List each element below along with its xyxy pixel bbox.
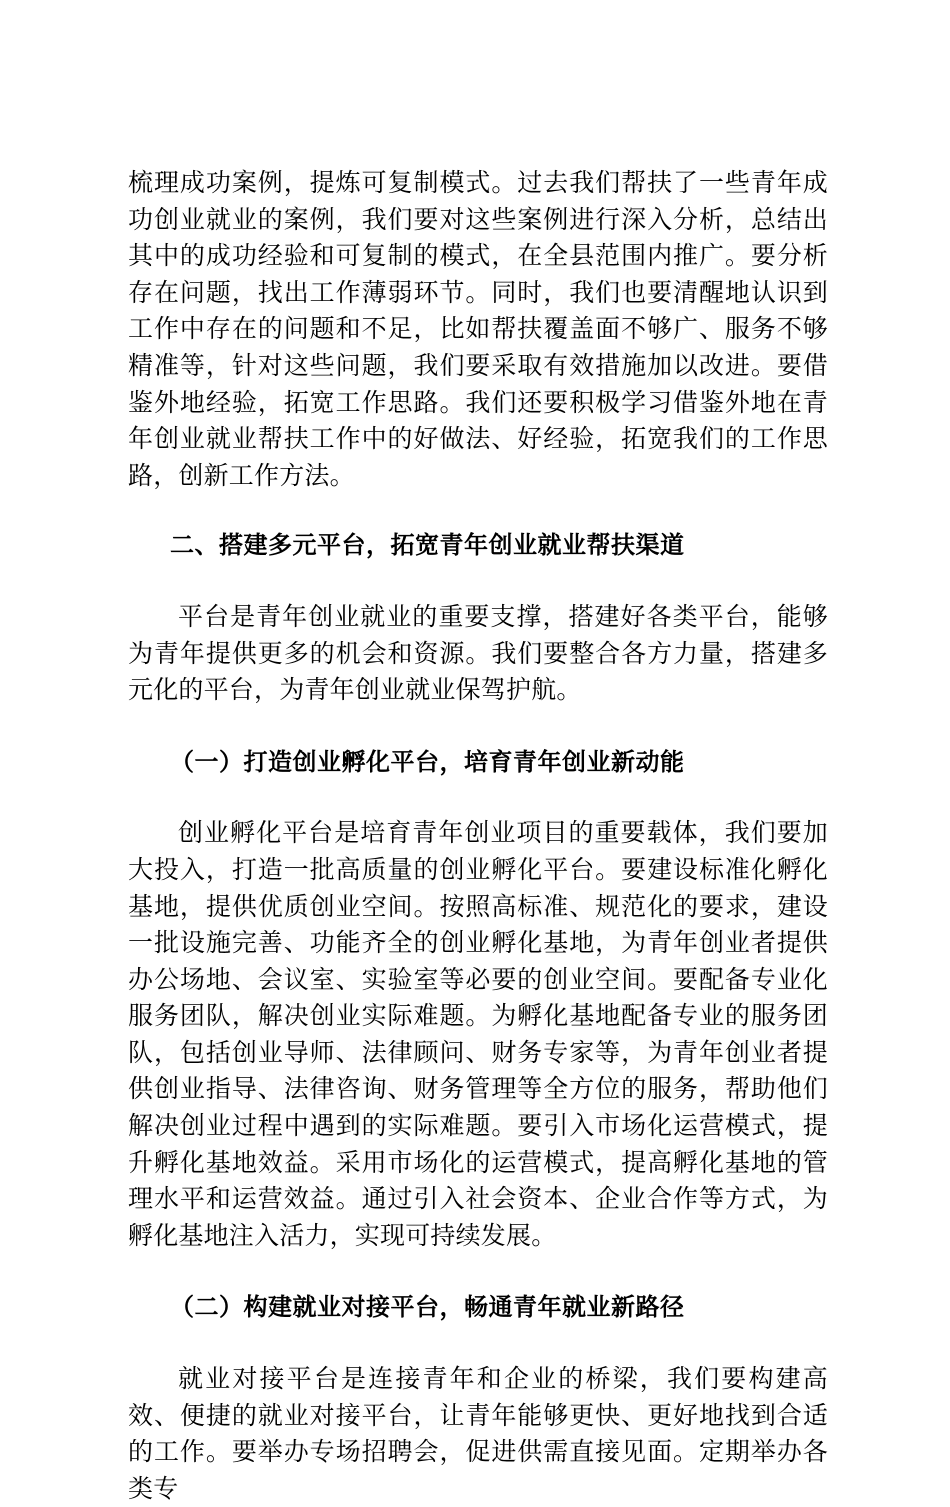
- section-heading-2: 二、搭建多元平台，拓宽青年创业就业帮扶渠道: [170, 531, 685, 560]
- document-body: [128, 165, 828, 1507]
- subsection-heading-1: （一）打造创业孵化平台，培育青年创业新动能: [170, 747, 685, 776]
- body-paragraph-3: 创业孵化平台是培育青年创业项目的重要载体，我们要加大投入，打造一批高质量的创业孵化平台。要建设标准化孵化基地，提供优质创业空间。按照高标准、规范化的要求，建设一批设施完善、功能齐全的创业孵化基地，为青年创业者提供办公场地、会议室、实验室等必要的创业空间。要配备专业化服务团队，解决创业实际难题。为孵化基地配备专业的服务团队，包括创业导师、法律顾问、财务专家等，为青年创业者提供创业指导、法律咨询、财务管理等全方位的服务，帮助他们解决创业过程中遇到的实际难题。要引入市场化运营模式，提升孵化基地效益。采用市场化的运营模式，提高孵化基地的管理水平和运营效益。通过引入社会资本、企业合作等方式，为孵化基地注入活力，实现可持续发展。: [128, 818, 828, 1250]
- body-paragraph-2: 平台是青年创业就业的重要支撑，搭建好各类平台，能够为青年提供更多的机会和资源。我们要整合各方力量，搭建多元化的平台，为青年创业就业保驾护航。: [128, 601, 828, 705]
- body-paragraph-4: 就业对接平台是连接青年和企业的桥梁，我们要构建高效、便捷的就业对接平台，让青年能够更快、更好地找到合适的工作。要举办专场招聘会，促进供需直接见面。定期举办各类专: [128, 1364, 828, 1503]
- subsection-heading-2: （二）构建就业对接平台，畅通青年就业新路径: [170, 1293, 685, 1322]
- body-paragraph-1: 梳理成功案例，提炼可复制模式。过去我们帮扶了一些青年成功创业就业的案例，我们要对这些案例进行深入分析，总结出其中的成功经验和可复制的模式，在全县范围内推广。要分析存在问题，找出工作薄弱环节。同时，我们也要清醒地认识到工作中存在的问题和不足，比如帮扶覆盖面不够广、服务不够精准等，针对这些问题，我们要采取有效措施加以改进。要借鉴外地经验，拓宽工作思路。我们还要积极学习借鉴外地在青年创业就业帮扶工作中的好做法、好经验，拓宽我们的工作思路，创新工作方法。: [128, 168, 828, 490]
